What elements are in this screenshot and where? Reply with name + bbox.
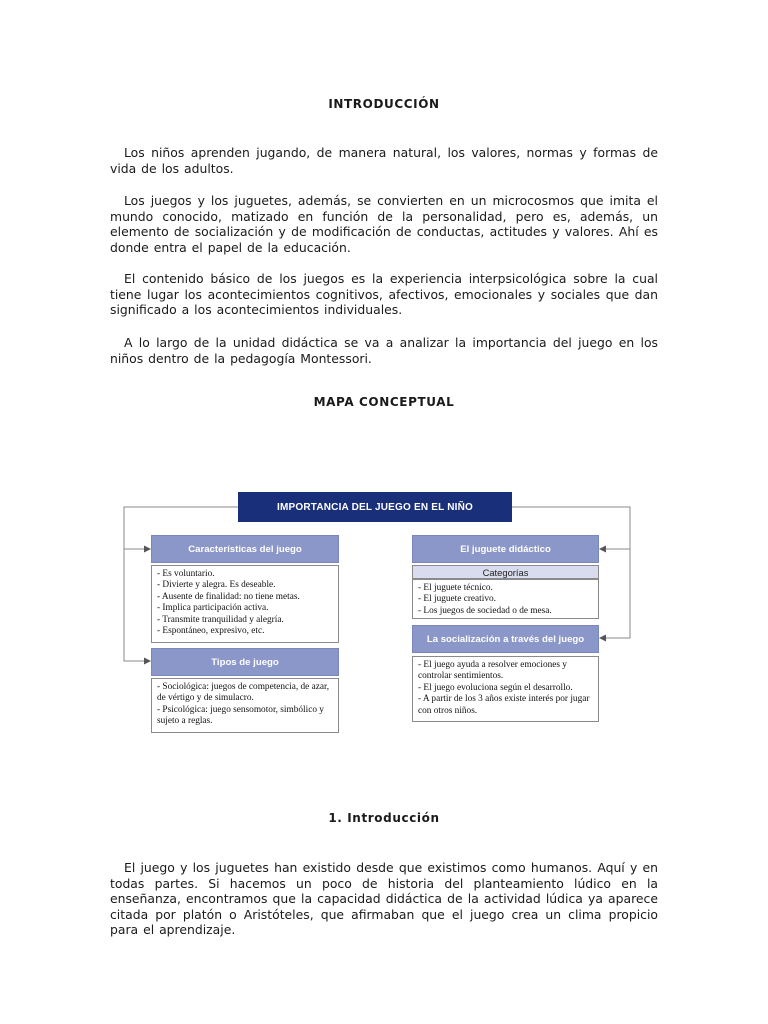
list-item: - Sociológica: juegos de competencia, de azar, de vértigo y de simulacro. xyxy=(157,682,330,704)
list-item: - Implica participación activa. xyxy=(157,603,269,614)
list-item: - El juego ayuda a resolver emociones y controlar sentimientos. xyxy=(418,660,567,682)
list-item: - Ausente de finalidad: no tiene metas. xyxy=(157,591,300,602)
juguete-categorias: Categorías xyxy=(412,565,599,579)
section-1-heading: 1. Introducción xyxy=(328,811,440,825)
tipos-head: Tipos de juego xyxy=(151,648,339,676)
intro-heading: INTRODUCCIÓN xyxy=(328,97,440,111)
list-item: - A partir de los 3 años existe interés por jugar con otros niños. xyxy=(418,694,590,716)
tipos-list xyxy=(151,678,339,733)
socializacion-head: La socialización a través del juego xyxy=(412,625,599,653)
list-item: - El juguete técnico. xyxy=(418,583,493,593)
caracteristicas-head: Características del juego xyxy=(151,535,339,563)
concept-map-title: IMPORTANCIA DEL JUEGO EN EL NIÑO xyxy=(238,492,512,522)
juguete-head: El juguete didáctico xyxy=(412,535,599,563)
socializacion-list xyxy=(412,656,599,722)
list-item: - Espontáneo, expresivo, etc. xyxy=(157,626,265,637)
paragraph-1: Los niños aprenden jugando, de manera natural, los valores, normas y formas de vida de los adultos. xyxy=(110,145,658,176)
juguete-list xyxy=(412,579,599,619)
list-item: - Divierte y alegra. Es deseable. xyxy=(157,580,276,591)
map-heading: MAPA CONCEPTUAL xyxy=(313,395,455,409)
list-item: - Es voluntario. xyxy=(157,569,215,579)
list-item: - Psicológica: juego sensomotor, simbólico y sujeto a reglas. xyxy=(157,704,324,727)
list-item: - El juguete creativo. xyxy=(418,594,496,605)
list-item: - Transmite tranquilidad y alegría. xyxy=(157,614,284,625)
paragraph-3: El contenido básico de los juegos es la experiencia interpsicológica sobre la cual tiene lugar los acontecimientos cognitivos, afectivos, emocionales y sociales que dan significado a los acontecimientos individuales. xyxy=(110,271,658,318)
list-item: - Los juegos de sociedad o de mesa. xyxy=(418,605,552,616)
concept-map xyxy=(118,488,638,738)
paragraph-5: El juego y los juguetes han existido desde que existimos como humanos. Aquí y en todas partes. Si hacemos un poco de historia del planteamiento lúdico en la enseñanza, encontramos que la capacidad didáctica de la actividad lúdica ya aparece citada por platón o Aristóteles, que afirmaban que el juego crea un clima propicio para el aprendizaje. xyxy=(110,860,658,938)
paragraph-2: Los juegos y los juguetes, además, se convierten en un microcosmos que imita el mundo conocido, matizado en función de la personalidad, pero es, además, un elemento de socialización y de modificación de conductas, actitudes y valores. Ahí es donde entra el papel de la educación. xyxy=(110,193,658,255)
list-item: - El juego evoluciona según el desarrollo. xyxy=(418,682,573,693)
caracteristicas-list xyxy=(151,565,339,643)
paragraph-4: A lo largo de la unidad didáctica se va a analizar la importancia del juego en los niños dentro de la pedagogía Montessori. xyxy=(110,335,658,366)
